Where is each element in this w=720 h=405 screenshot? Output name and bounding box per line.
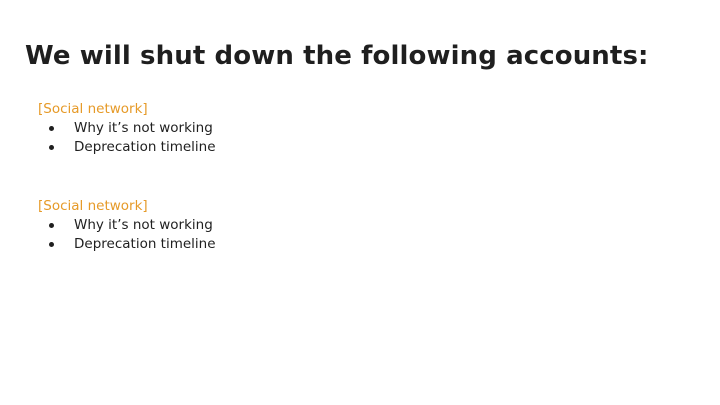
bullet-icon <box>49 145 54 150</box>
bullet-list <box>38 119 438 157</box>
account-block <box>38 100 438 157</box>
bullet-icon <box>49 242 54 247</box>
bullet-item <box>38 119 438 138</box>
account-name: [Social network] <box>38 101 148 117</box>
bullet-text: Deprecation timeline <box>74 236 216 252</box>
bullet-icon <box>49 126 54 131</box>
bullet-item <box>38 216 438 235</box>
account-name: [Social network] <box>38 198 148 214</box>
bullet-item <box>38 138 438 157</box>
bullet-text: Deprecation timeline <box>74 139 216 155</box>
bullet-text: Why it’s not working <box>74 120 213 136</box>
slide-title: We will shut down the following accounts: <box>25 41 649 71</box>
bullet-text: Why it’s not working <box>74 217 213 233</box>
bullet-item <box>38 235 438 254</box>
bullet-list <box>38 216 438 254</box>
bullet-icon <box>49 223 54 228</box>
account-block <box>38 197 438 254</box>
